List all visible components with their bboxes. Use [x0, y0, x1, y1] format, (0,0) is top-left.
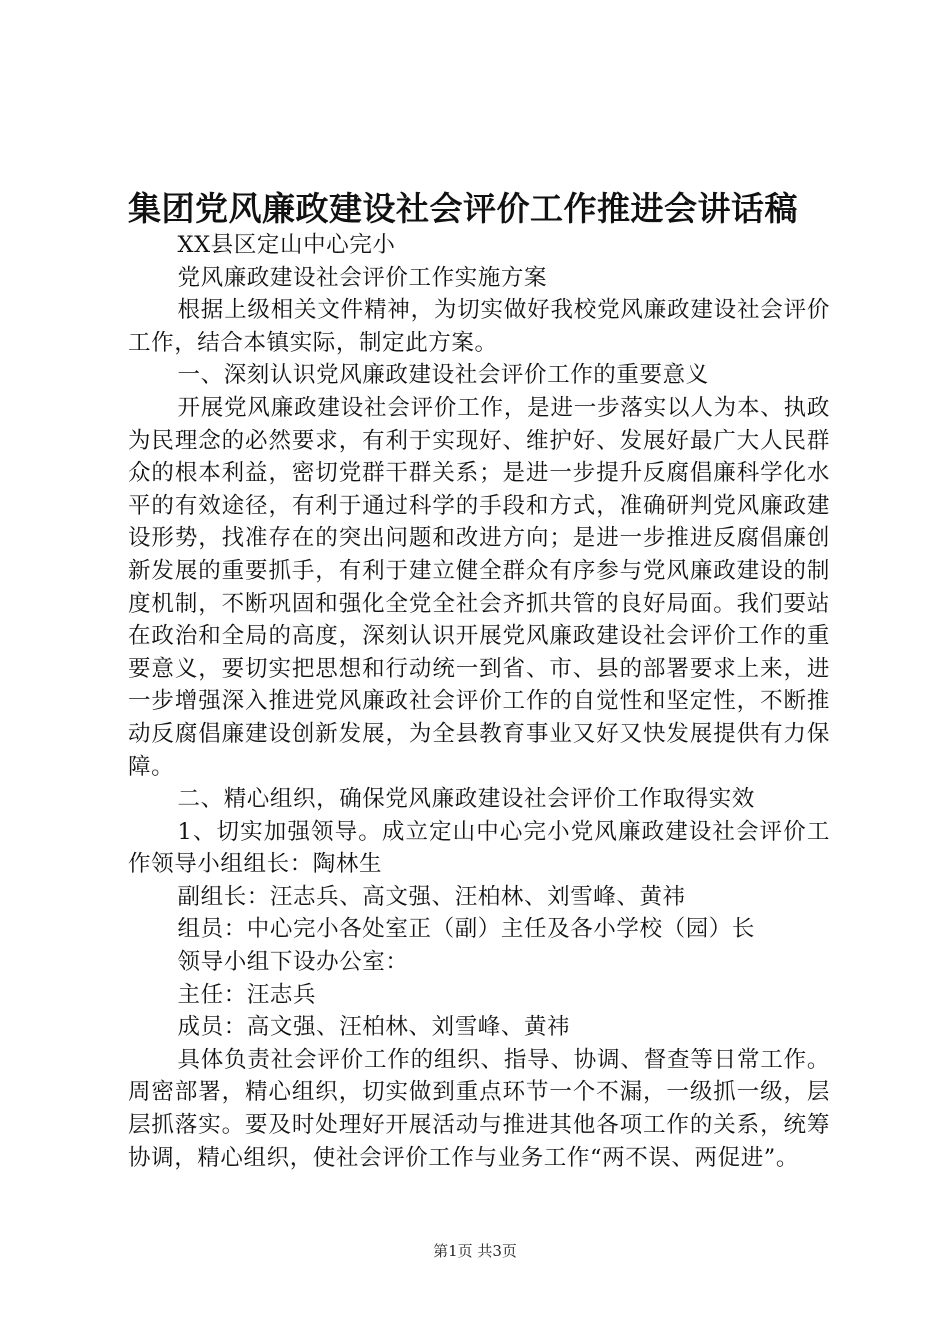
document-title: 集团党风廉政建设社会评价工作推进会讲话稿 [128, 189, 798, 228]
document-body [128, 229, 830, 1174]
paragraph-leadership: 1、切实加强领导。成立定山中心完小党风廉政建设社会评价工作领导小组组长：陶林生 [128, 818, 830, 878]
paragraph-office-members: 成员：高文强、汪柏林、刘雪峰、黄祎 [177, 1014, 571, 1041]
paragraph-director: 主任：汪志兵 [177, 981, 317, 1008]
section-heading-2: 二、精心组织，确保党风廉政建设社会评价工作取得实效 [177, 786, 756, 813]
paragraph-responsibilities: 具体负责社会评价工作的组织、指导、协调、督查等日常工作。周密部署，精心组织，切实做到重点环节一个不漏，一级抓一级，层层抓落实。要及时处理好开展活动与推进其他各项工作的关系，统筹协调，精心组织，使社会评价工作与业务工作“两不误、两促进”。 [128, 1046, 830, 1171]
paragraph-deputy-leaders: 副组长：汪志兵、高文强、汪柏林、刘雪峰、黄祎 [177, 883, 686, 910]
paragraph-office: 领导小组下设办公室： [177, 949, 409, 976]
paragraph-school-name: XX县区定山中心完小 [177, 232, 396, 258]
page-number-footer: 第1页 共3页 [433, 1242, 517, 1260]
paragraph-plan-title: 党风廉政建设社会评价工作实施方案 [177, 264, 548, 291]
paragraph-intro: 根据上级相关文件精神，为切实做好我校党风廉政建设社会评价工作，结合本镇实际，制定此方案。 [128, 297, 830, 356]
section-heading-1: 一、深刻认识党风廉政建设社会评价工作的重要意义 [177, 362, 709, 389]
paragraph-significance: 开展党风廉政建设社会评价工作，是进一步落实以人为本、执政为民理念的必然要求，有利于实现好、维护好、发展好最广大人民群众的根本利益，密切党群干群关系；是进一步提升反腐倡廉科学化水平的有效途径，有利于通过科学的手段和方式，准确研判党风廉政建设形势，找准存在的突出问题和改进方向；是进一步推进反腐倡廉创新发展的重要抓手，有利于建立健全群众有序参与党风廉政建设的制度机制，不断巩固和强化全党全社会齐抓共管的良好局面。我们要站在政治和全局的高度，深刻认识开展党风廉政建设社会评价工作的重要意义，要切实把思想和行动统一到省、市、县的部署要求上来，进一步增强深入推进党风廉政社会评价工作的自觉性和坚定性，不断推动反腐倡廉建设创新发展，为全县教育事业又好又快发展提供有力保障。 [128, 394, 830, 780]
paragraph-members: 组员：中心完小各处室正（副）主任及各小学校（园）长 [177, 916, 756, 943]
